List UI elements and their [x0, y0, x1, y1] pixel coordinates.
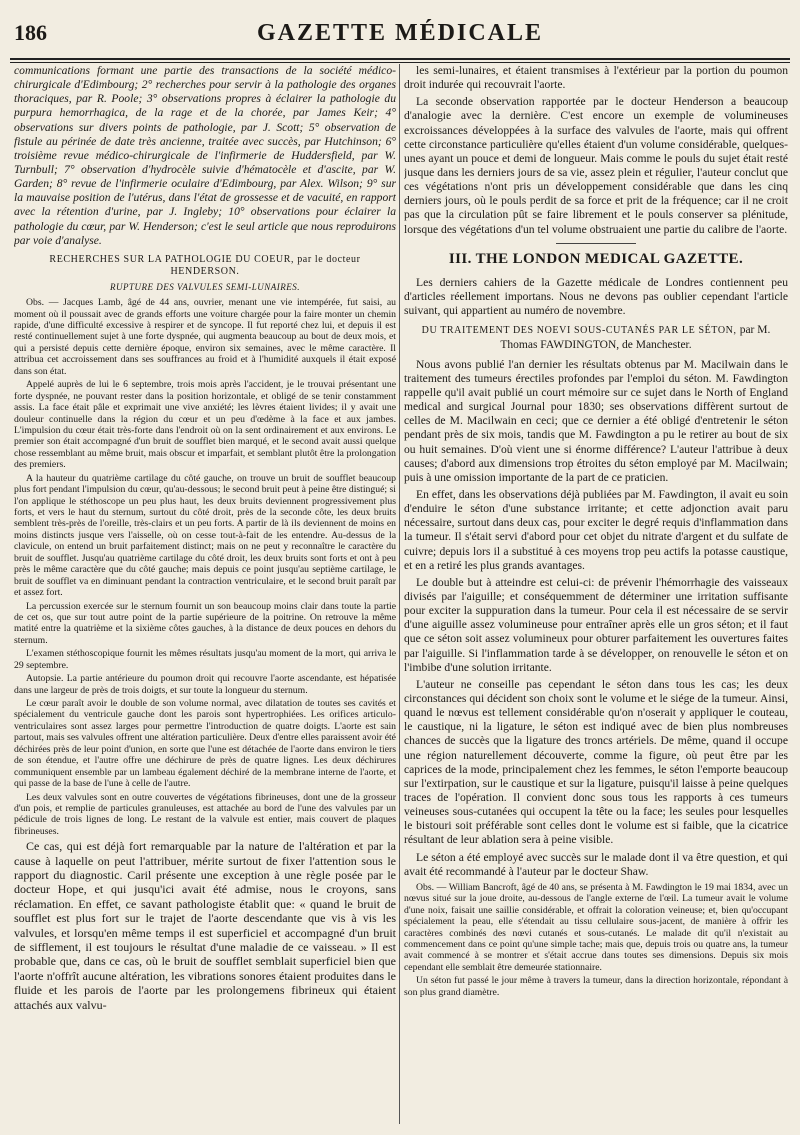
observation-paragraph: La percussion exercée sur le sternum fournit un son beaucoup moins clair dans toute la partie de cet os, que sur tout autre point de la partie supérieure de la poitrine. On retrouve la même matité entre la quatrième et la sixième côtes gauches, à la distance de deux pouces en dehors du sternum.: [14, 600, 396, 646]
body-paragraph: Nous avons publié l'an dernier les résultats obtenus par M. Macilwain dans le traitement des tumeurs érectiles profondes par l'emploi du séton. M. Fawdington rappelle qu'il avait publié un court mémoire sur ce sujet dans le North of England medical and surgical Journal pour 1830; ses observations diffèrent surtout de celles de M. Macilwain en ceci; que ce dernier a été obligé d'entretenir le séton pendant près de six mois, tandis que M. Fawdington a pu le retirer au bout de six ou huit semaines. D'où vient une si énorme différence? L'auteur l'attribue à deux causes; d'abord aux dimensions trop étroites du séton employé par M. Macilwain; puis à une omission importante de la part de ce praticien.: [404, 357, 788, 484]
section-rule: [556, 243, 636, 244]
body-paragraph: Le séton a été employé avec succès sur le malade dont il va être question, et qui avait été recommandé à l'auteur par le docteur Shaw.: [404, 850, 788, 878]
body-paragraph: Les derniers cahiers de la Gazette médicale de Londres contiennent peu d'articles réellement importans. Nous ne devons pas oublier cependant l'article suivant, qui appartient au numéro de novembre.: [404, 275, 788, 318]
body-paragraph: les semi-lunaires, et étaient transmises à l'extérieur par la portion du poumon droit indurée qui recouvrait l'aorte.: [404, 64, 788, 92]
body-paragraph: En effet, dans les observations déjà publiées par M. Fawdington, il avait eu soin d'enduire le séton d'une substance irritante; et cette adjonction avait paru nécessaire, surtout dans deux cas, pour exciter le degré requis d'inflammation dans la tumeur. Il s'était servi d'abord pour cet objet du nitrate d'argent et du sulfate de cuivre; depuis lors il a substitué à ces moyens trop peu actifs la potasse caustique, et en a retiré les plus grands avantages.: [404, 488, 788, 572]
section-heading-london-gazette: III. THE LONDON MEDICAL GAZETTE.: [448, 250, 744, 267]
body-paragraph: La seconde observation rapportée par le docteur Henderson a beaucoup d'analogie avec la dernière. C'est encore un exemple de volumineuses excroissances développées à la surface des valvules de l'aorte, mais qui offrent cette circonstance particulière qu'elles étaient d'un volume considérable, quelques-unes ayant un pouce et demi de longueur. Mais comme le pouls du sujet était resté jusque dans les derniers jours de sa vie, assez plein et régulier, l'auteur conclut que ces végétations n'ont pris un développement considérable que dans les cinq derniers jours, où le pouls perdit de sa force et prit de la fréquence; car il ne croit pas que la circulation pût se faire librement et le pouls conserver sa plénitude, lorsque des végétations d'un tel volume obstruaient une partie du calibre de l'aorte.: [404, 95, 788, 236]
autopsy-paragraph: Autopsie. La partie antérieure du poumon droit qui recouvre l'aorte ascendante, est hépatisée dans une largeur de près de trois doigts, et sur toute la longueur du sternum.: [14, 673, 396, 696]
section-heading-henderson: RECHERCHES SUR LA PATHOLOGIE DU COEUR, par le docteur HENDERSON.: [49, 253, 361, 278]
left-column: [14, 64, 396, 1124]
article-author: par M. Thomas FAWDINGTON, de Manchester.: [500, 324, 771, 351]
page-header: [10, 20, 790, 52]
article-title: DU TRAITEMENT DES NOEVI SOUS-CUTANÉS PAR LE SÉTON,: [421, 325, 737, 337]
observation-paragraph: Appelé auprès de lui le 6 septembre, trois mois après l'accident, je le trouvai présentant une forte dyspnée, ne pouvant rester dans la position horizontale, et obligé de se tenir constamment assis. La face était pâle et exprimait une vive anxiété; les lèvres étaient livides; il y avait une douleur continuelle dans la région du cœur et un peu d'œdème à la face et aux jambes. L'impulsion du cœur était très-forte dans l'endroit où on la sent ordinairement et aux environs. Le premier son était accompagné d'un bruit de soufflet bien marqué, et le second avait aussi quelque chose ressemblant au même bruit, mais obscur et imparfait, et semblant plutôt être la prolongation des premiers.: [14, 379, 396, 471]
commentary-paragraph: Ce cas, qui est déjà fort remarquable par la nature de l'altération et par la cause à laquelle on peut l'attribuer, mérite surtout de fixer l'attention sous le rapport du diagnostic. Caril présente une exception à une règle posée par le docteur Hope, et qui jusqu'ici avait été admise, nous le croyons, sans réclamation. En effet, ce savant pathologiste établit que: « quand le bruit de soufflet est plus fort sur le trajet de l'aorte descendante que vis à vis les valvules, et lorsqu'en même temps il est superficiel et accompagné d'un bruit de sifflement, il est toujours le résultat d'une maladie de ce vaisseau. » Il est probable que, dans ce cas, où le bruit de soufflet semblait superficiel bien que l'aorte n'offrît aucune altération, les vibrations sonores étaient produites dans le fluide et les parois de l'aorte par les prolongemens fibrineux qui étaient attachés aux valvu-: [14, 839, 396, 1012]
body-paragraph: L'auteur ne conseille pas cependant le séton dans tous les cas; les deux circonstances qui décident son choix sont le volume et le siége de la tumeur. Ainsi, quand le nœvus est tellement considérable qu'on n'oserait y appliquer le couteau, le caustique, ni la ligature, le séton est indiqué avec de bien plus nombreuses chances de succès que la ligature des troncs artériels. De même, quand il occupe une région naturellement découverte, comme la figure, où peut être par les caprices de la mode, principalement chez les femmes, le séton l'emporte beaucoup sur l'extirpation, sur le caustique et sur la ligature, puisqu'il laisse à peine quelques traces de l'opération. Il convient donc sous tous les rapports à ces tumeurs veineuses sous-cutanées qui occupent la tête ou la face; les seules pour lesquelles le bistouri soit préférable sont celles dont le volume est si faible, que la cicatrice résultant de leur ablation sera à peine visible.: [404, 677, 788, 847]
list-of-communications: communications formant une partie des transactions de la société médico-chirurgicale d'Edimbourg; 2° recherches pour servir à la pathologie des organes thoraciques, par R. Poole; 3° observations propres à éclairer la pathologie du purpura hemorrhagica, de la rage et de la chorée, par James Keir; 4° observations sur divers points de pathologie, par J. Scott; 5° observation de fistule au périnée de date très ancienne, traitée avec succès, par Hutchinson; 6° troisième revue médico-chirurgicale de l'infirmerie de Huddersfield, par W. Turnbull; 7° observation d'hydrocèle suivie d'hématocèle et d'ascite, par W. Garden; 8° revue de l'infirmerie oculaire d'Edimbourg, par Alex. Wilson; 9° sur la mauvaise position de l'utérus, dans l'état de grossesse et de vacuité, en rapport avec la rétention d'urine, par J. Ingleby; 10° observations pour éclairer la pathologie du cœur, par W. Henderson; c'est le seul article que nous reproduirons par voie d'analyse.: [14, 64, 396, 247]
observation-paragraph: Obs. — Jacques Lamb, âgé de 44 ans, ouvrier, menant une vie intempérée, fut saisi, au moment où il poussait avec de grands efforts une voiture chargée pour la faire monter un chemin rapide, d'une difficulté excessive à respirer et de syncope. Il fut reporté chez lui, et depuis il est resté continuellement sujet à une forte dyspnée, qui augmenta beaucoup au bout de deux mois, et qui a persisté depuis cette dernière époque, environ six semaines, avec le même caractère. Il attribua cet accroissement dans ses souffrances au froid et à l'humidité auxquels il était exposé dans son état.: [14, 297, 396, 377]
page-number: 186: [14, 20, 47, 45]
observation-paragraph: Un séton fut passé le jour même à travers la tumeur, dans la direction horizontale, répondant à son plus grand diamètre.: [404, 975, 788, 998]
article-heading-fawdington: [404, 323, 788, 351]
observation-paragraph: Obs. — William Bancroft, âgé de 40 ans, se présenta à M. Fawdington le 19 mai 1834, avec un nœvus situé sur la joue droite, au-dessous de l'angle externe de l'œil. La tumeur avait le volume d'une noix, faisait une saillie considérable, et offrait la coloration veineuse; et, bien qu'occupant spécialement la peau, elle s'étendait au tissu cellulaire sous-jacent, de manière à offrir les caractères combinés des nœvi cutanés et sous-cutanés. Le malade dit qu'il n'existait au commencement dans ce point qu'une simple tache; mais que, depuis trois ou quatre ans, la tumeur avait commencé à se montrer et s'était accrue dans toutes ses dimensions. Depuis six mois cependant elle semblait être demeurée stationnaire.: [404, 881, 788, 973]
journal-title: GAZETTE MÉDICALE: [256, 20, 544, 46]
right-column: [404, 64, 788, 1124]
body-paragraph: Le double but à atteindre est celui-ci: de prévenir l'hémorrhagie des vaisseaux divisés par l'aiguille; et conséquemment de déterminer une irritation suffisante pour exciter la suppuration dans la tumeur. Pour cela il est nécessaire de se servir d'une aiguille assez volumineuse pour entraîner après elle un gros séton; et il faut que ce séton soit assez volumineux pour obturer parfaitement les ouvertures faites par l'aiguille. Si l'inflammation tarde à se développer, on renouvelle le séton et on l'imbibe d'une solution irritante.: [404, 575, 788, 674]
observation-paragraph: L'examen stéthoscopique fournit les mêmes résultats jusqu'au moment de la mort, qui arriva le 29 septembre.: [14, 648, 396, 671]
subheading-rupture: RUPTURE DES VALVULES SEMI-LUNAIRES.: [110, 282, 300, 293]
column-divider: [399, 64, 400, 1124]
header-rule: [10, 58, 790, 63]
autopsy-paragraph: Les deux valvules sont en outre couvertes de végétations fibrineuses, dont une de la grosseur d'un pois, et remplie de particules granuleuses, est attachée au bord de l'une des valvules par un pédicule de trois lignes de long. Le restant de la valvule est entier, mais couvert de plaques fibrineuses.: [14, 791, 396, 837]
observation-paragraph: A la hauteur du quatrième cartilage du côté gauche, on trouve un bruit de soufflet beaucoup plus fort pendant l'impulsion du cœur, qu'au-dessous; le second bruit peut à peine être distingué; si l'on applique le stéthoscope un peu plus haut, les deux bruits deviennent progressivement plus forts, et vers le haut du sternum, surtout du côté droit, près de la seconde côte, les deux bruits semblent très-près de l'oreille, très-clairs et un peu forts. A partir de là ils deviennent de moins en moins distincts jusque vers l'aisselle, où on cesse tout-à-fait de les entendre. Au-dessus de la clavicule, on entend un bruit parfaitement distinct; mais on ne peut y reconnaître le caractère du bruit de soufflet. Jusqu'au quatrième cartilage du côté droit, les deux bruits sont forts et ont à peu près le même caractère que du côté gauche; mais depuis ce point jusqu'au septième cartilage, le bruit de soufflet va en diminuant pendant la contraction ventriculaire, et le second bruit paraît par et assez fort.: [14, 472, 396, 599]
autopsy-paragraph: Le cœur paraît avoir le double de son volume normal, avec dilatation de toutes ses cavités et spécialement du ventricule gauche dont les parois sont hypertrophiées. Les orifices articulo-ventriculaires sont assez larges pour permettre l'introduction de quatre doigts. L'aorte est sain partout, mais ses valvules offrent une altération particulière. Deux d'entre elles paraissent avoir été déchirées près de leur point d'union, en sorte que l'une est détachée de l'aorte dans environ le tiers de son étendue, et l'autre offre une déchirure de près de quatre lignes. Les deux déchirures communiquent ensemble par un lambeau également déchiré de la membrane interne de l'aorte, et qui passe de la base de l'une à celle de l'autre.: [14, 698, 396, 790]
